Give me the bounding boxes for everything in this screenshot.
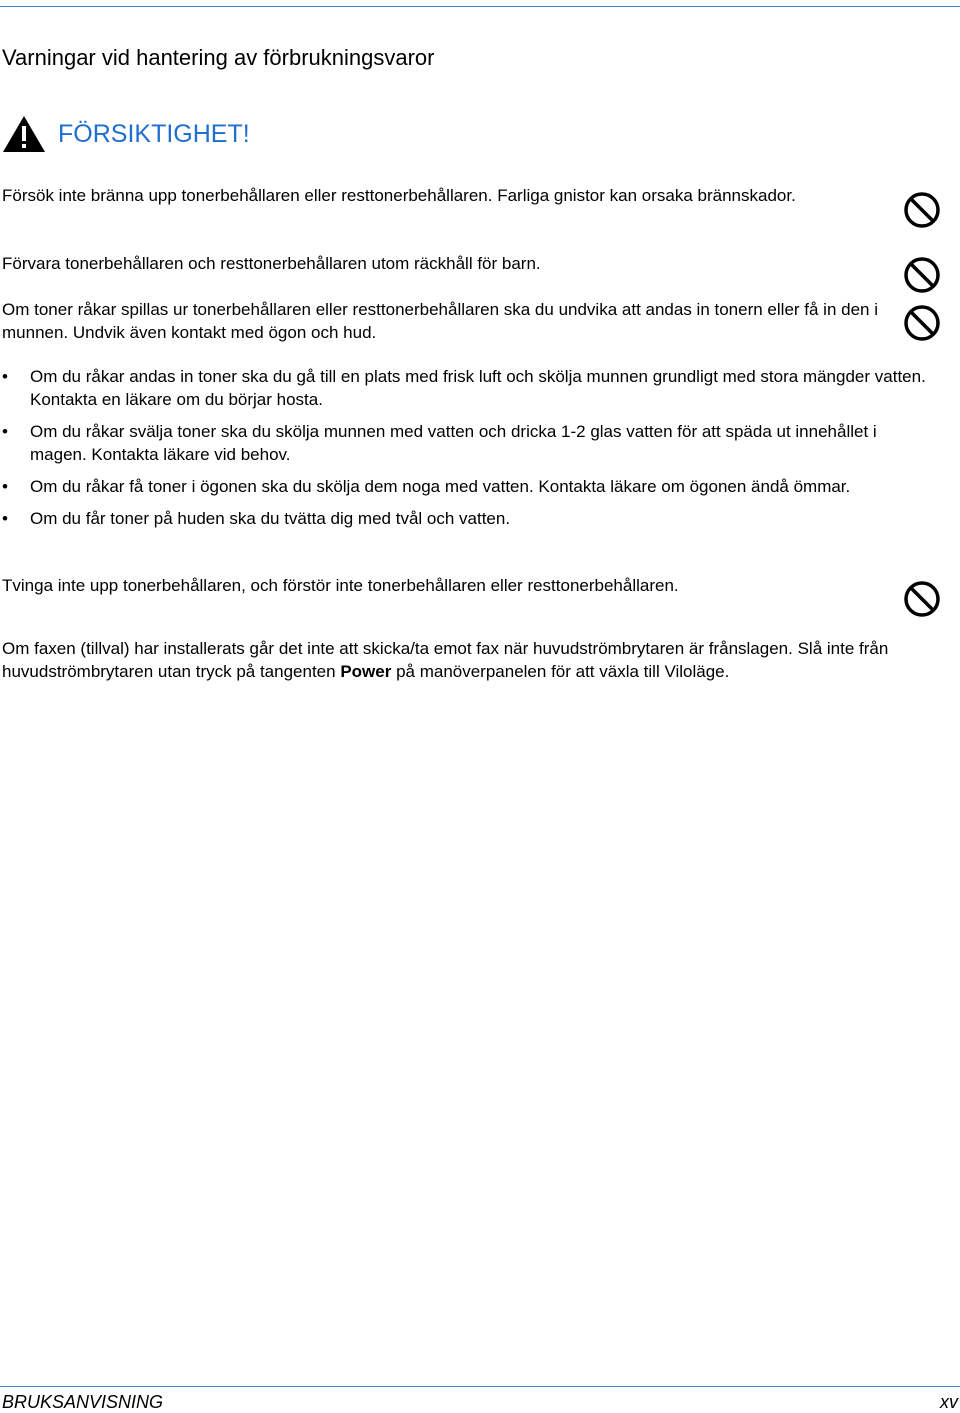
no-entry-icon <box>903 304 941 347</box>
footer-title: BRUKSANVISNING <box>2 1392 164 1412</box>
caution-header <box>2 115 250 153</box>
list-item-text: Om du får toner på huden ska du tvätta dig med tvål och vatten. <box>30 509 511 528</box>
list-item-text: Om du råkar svälja toner ska du skölja munnen med vatten och dricka 1-2 glas vatten för att späda ut innehållet i magen. Kontakta läkare vid behov. <box>30 422 877 464</box>
top-rule <box>0 6 960 7</box>
no-entry-icon <box>903 580 941 623</box>
paragraph-force-open-warning: Tvinga inte upp tonerbehållaren, och förstör inte tonerbehållaren eller resttonerbehållaren. <box>2 576 679 595</box>
bottom-rule <box>0 1386 960 1387</box>
fax-note-text-end: på manöverpanelen för att växla till Viloläge. <box>391 662 730 681</box>
fax-note-text-start: Om faxen (tillval) har installerats går det inte att skicka/ta emot fax när huvudströmbrytaren är frånslagen. Slå inte från huvudströmbrytaren utan tryck på tangenten <box>2 639 889 681</box>
first-aid-list <box>2 365 932 539</box>
list-item <box>2 507 932 530</box>
warning-triangle-icon <box>2 115 46 153</box>
no-entry-icon <box>903 256 941 299</box>
bullet-marker: • <box>2 367 8 386</box>
list-item-text: Om du råkar få toner i ögonen ska du skölja dem noga med vatten. Kontakta läkare om ögonen ändå ömmar. <box>30 477 851 496</box>
bullet-marker: • <box>2 509 8 528</box>
page-title: Varningar vid hantering av förbrukningsvaror <box>2 45 435 70</box>
no-entry-icon <box>903 191 941 234</box>
paragraph-fax-note <box>2 637 957 683</box>
bullet-marker: • <box>2 422 8 441</box>
paragraph-children-warning: Förvara tonerbehållaren och resttonerbehållaren utom räckhåll för barn. <box>2 254 541 273</box>
paragraph-burn-warning: Försök inte bränna upp tonerbehållaren eller resttonerbehållaren. Farliga gnistor kan orsaka brännskador. <box>2 186 796 205</box>
paragraph-spill-warning: Om toner råkar spillas ur tonerbehållaren eller resttonerbehållaren ska du undvika att andas in tonern eller få in den i munnen. Undvik även kontakt med ögon och hud. <box>2 300 878 342</box>
list-item <box>2 475 932 498</box>
list-item-text: Om du råkar andas in toner ska du gå till en plats med frisk luft och skölja munnen grundligt med stora mängder vatten. Kontakta en läkare om du börjar hosta. <box>30 367 926 409</box>
power-key-label: Power <box>340 662 392 681</box>
caution-label: FÖRSIKTIGHET! <box>58 119 250 148</box>
list-item <box>2 420 932 466</box>
list-item <box>2 365 932 411</box>
bullet-marker: • <box>2 477 8 496</box>
page-number: xv <box>940 1392 958 1412</box>
